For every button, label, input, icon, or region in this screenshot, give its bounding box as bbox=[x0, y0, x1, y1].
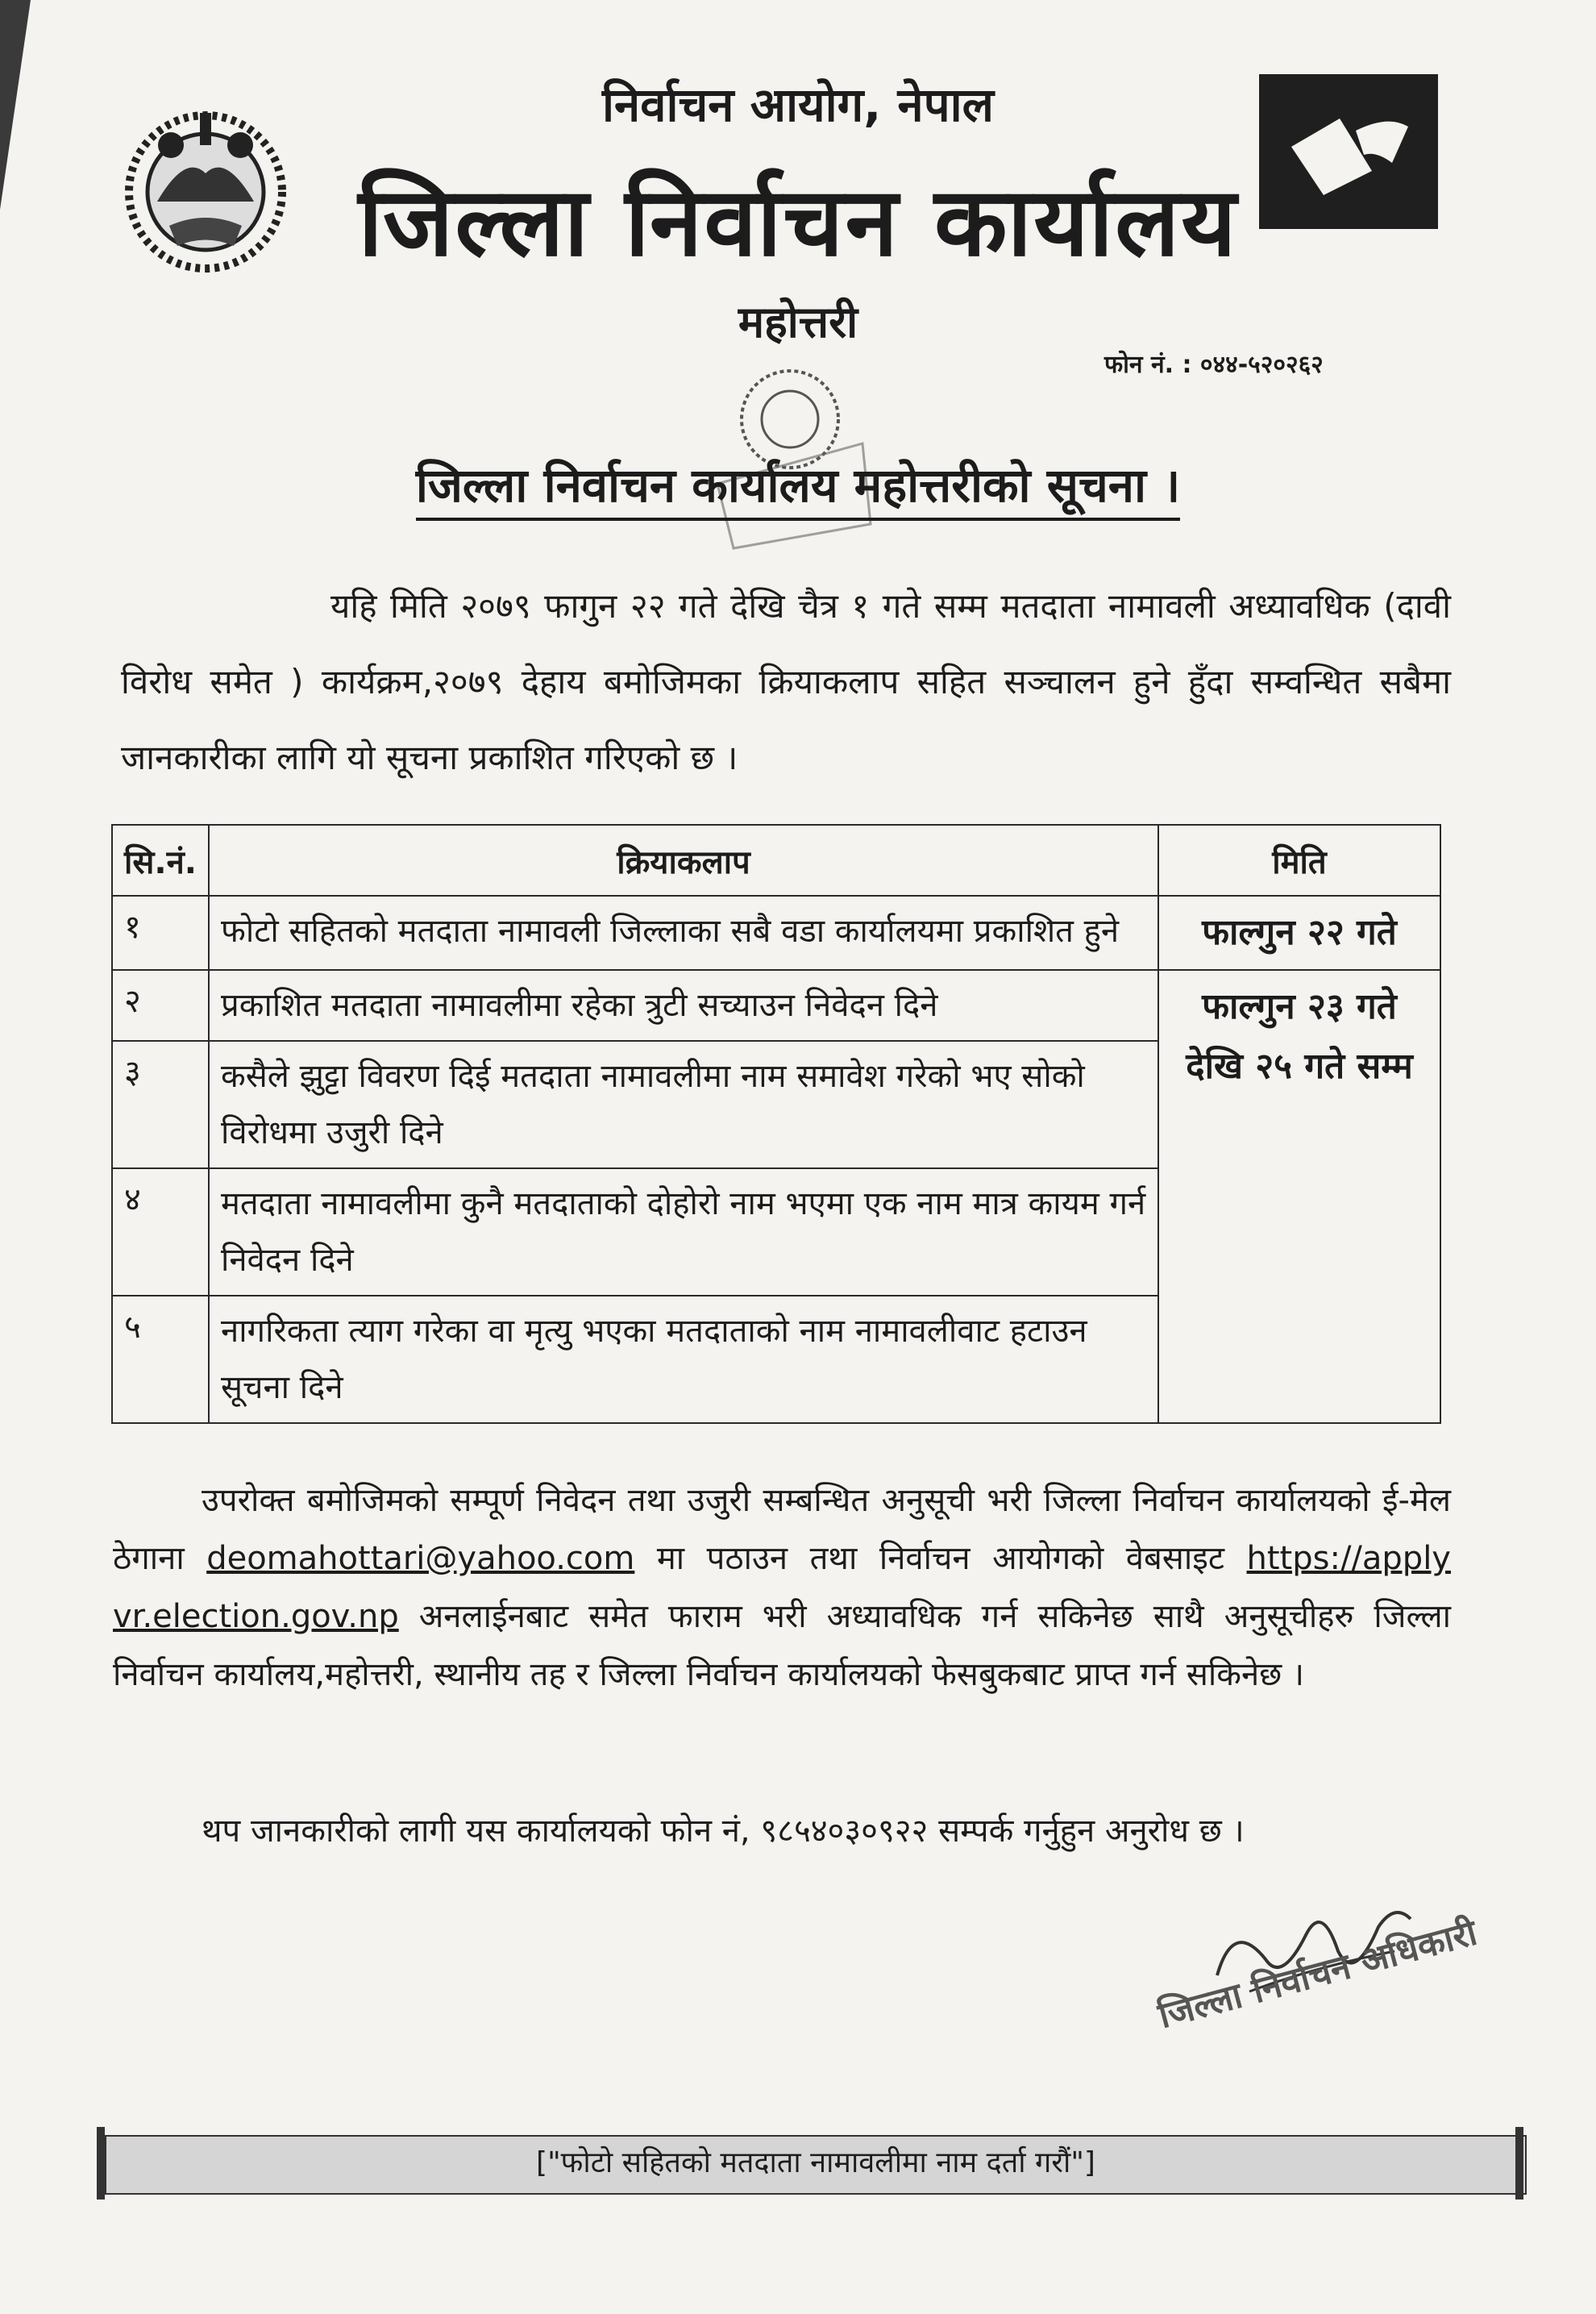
notice-title bbox=[0, 452, 1596, 515]
date-range-line-1: फाल्गुन २३ गते bbox=[1202, 986, 1397, 1027]
row-serial-number: १ bbox=[112, 896, 209, 970]
row-serial-number: ५ bbox=[112, 1296, 209, 1423]
submission-text-c: अनलाईनबाट समेत फाराम भरी अध्यावधिक गर्न सकिनेछ साथै अनुसूचीहरु जिल्ला निर्वाचन कार्यालय,महोत्तरी, स्थानीय तह र जिल्ला निर्वाचन कार्यालयको फेसबुकबाट प्राप्त गर्न सकिनेछ । bbox=[113, 1598, 1451, 1693]
activities-table bbox=[111, 824, 1441, 1424]
row-activity: फोटो सहितको मतदाता नामावली जिल्लाका सबै वडा कार्यालयमा प्रकाशित हुने bbox=[209, 896, 1158, 970]
notice-title-text: जिल्ला निर्वाचन कार्यालय महोत्तरीको सूचना । bbox=[416, 458, 1180, 521]
table-row bbox=[112, 970, 1440, 1041]
submission-paragraph bbox=[113, 1471, 1451, 1704]
submission-text-b: मा पठाउन तथा निर्वाचन आयोगको वेबसाइट bbox=[634, 1540, 1247, 1577]
header-serial-number: सि.नं. bbox=[112, 825, 209, 896]
office-phone: फोन नं. : ०४४-५२०२६२ bbox=[1104, 351, 1324, 379]
row-activity: मतदाता नामावलीमा कुनै मतदाताको दोहोरो नाम भएमा एक नाम मात्र कायम गर्न निवेदन दिने bbox=[209, 1168, 1158, 1296]
row-serial-number: ३ bbox=[112, 1041, 209, 1168]
table-header-row bbox=[112, 825, 1440, 896]
contact-paragraph: थप जानकारीको लागी यस कार्यालयको फोन नं, ९८५४०३०९२२ सम्पर्क गर्नुहुन अनुरोध छ । bbox=[202, 1812, 1245, 1850]
district-name: महोत्तरी bbox=[738, 297, 858, 348]
row-activity: प्रकाशित मतदाता नामावलीमा रहेका त्रुटी सच्याउन निवेदन दिने bbox=[209, 970, 1158, 1041]
date-range-line-2: देखि २५ गते सम्म bbox=[1186, 1046, 1413, 1087]
header-date: मिति bbox=[1158, 825, 1440, 896]
website-link[interactable]: https://apply vr.election.gov.np bbox=[113, 1540, 1451, 1635]
submission-text-a: उपरोक्त बमोजिमको सम्पूर्ण निवेदन तथा उजुरी सम्बन्धित अनुसूची भरी जिल्ला निर्वाचन कार्यालयको ई-मेल ठेगाना bbox=[113, 1482, 1451, 1577]
row-serial-number: २ bbox=[112, 970, 209, 1041]
footer-slogan-banner: ["फोटो सहितको मतदाता नामावलीमा नाम दर्ता गरौं"] bbox=[105, 2135, 1527, 2195]
footer-border-left bbox=[97, 2127, 105, 2200]
organization-name: निर्वाचन आयोग, नेपाल bbox=[602, 77, 994, 132]
row-date-first: फाल्गुन २२ गते bbox=[1158, 896, 1440, 970]
notice-intro-paragraph: यहि मिति २०७९ फागुन २२ गते देखि चैत्र १ गते सम्म मतदाता नामावली अध्यावधिक (दावी विरोध समेत ) कार्यक्रम,२०७९ देहाय बमोजिमका क्रियाकलाप सहित सञ्चालन हुने हुँदा सम्वन्धित सबैमा जानकारीका लागि यो सूचना प्रकाशित गरिएको छ । bbox=[121, 586, 1451, 777]
row-activity: नागरिकता त्याग गरेका वा मृत्यु भएका मतदाताको नाम नामावलीवाट हटाउन सूचना दिने bbox=[209, 1296, 1158, 1423]
row-date-range bbox=[1158, 970, 1440, 1423]
footer-border-right bbox=[1515, 2127, 1523, 2200]
header-activity: क्रियाकलाप bbox=[209, 825, 1158, 896]
office-title: जिल्ला निर्वाचन कार्यालय bbox=[358, 166, 1238, 277]
row-activity: कसैले झुट्टा विवरण दिई मतदाता नामावलीमा नाम समावेश गरेको भए सोको विरोधमा उजुरी दिने bbox=[209, 1041, 1158, 1168]
signatory-title: जिल्ला निर्वाचन अधिकारी bbox=[1153, 1912, 1482, 2037]
table-row bbox=[112, 896, 1440, 970]
email-link[interactable]: deomahottari@yahoo.com bbox=[206, 1540, 635, 1577]
row-serial-number: ४ bbox=[112, 1168, 209, 1296]
